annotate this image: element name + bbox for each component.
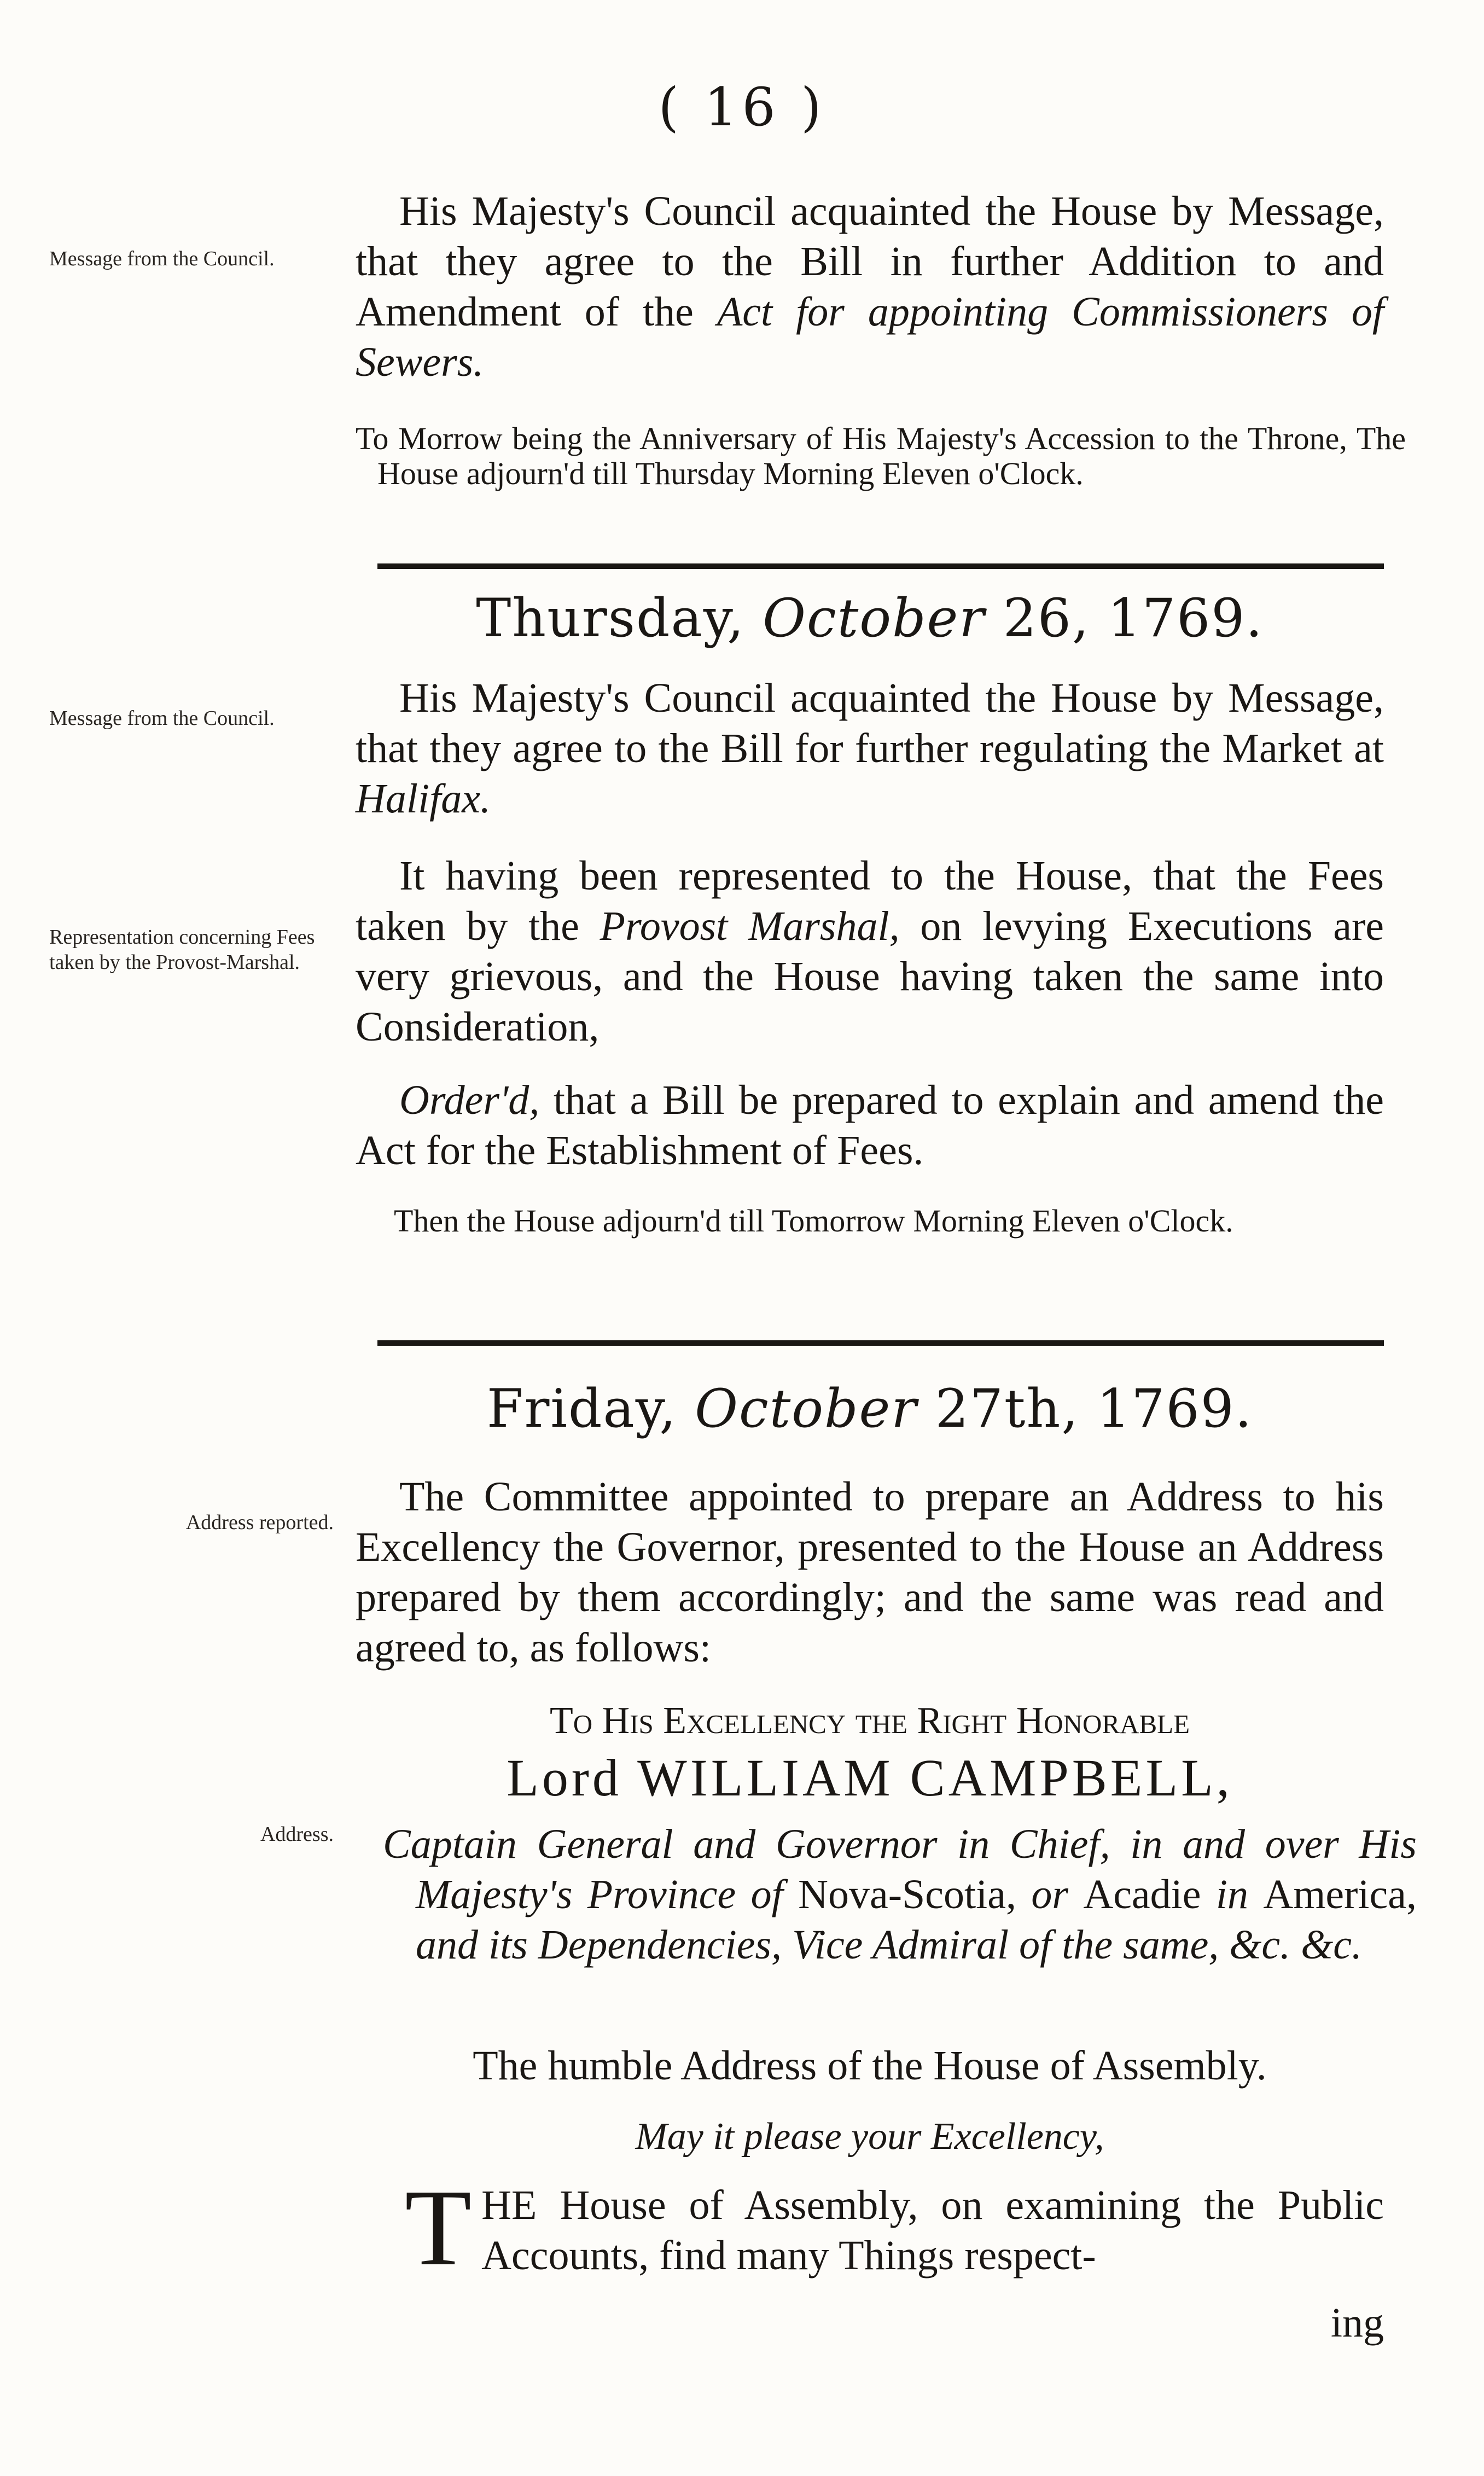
catchword: ing: [1330, 2300, 1384, 2346]
paragraph-text: that a Bill be prepared to explain and amend the Act for the Establishment of Fees.: [356, 1077, 1384, 1173]
acadie-name: Acadie: [1083, 1871, 1201, 1917]
place-name-italic: Halifax.: [356, 776, 491, 822]
address-title-block: [383, 1819, 1417, 1970]
paragraph-council-message-sewers: [356, 186, 1384, 387]
salutation-line: May it please your Excellency,: [635, 2115, 1104, 2158]
heading-month: October: [763, 588, 986, 649]
paragraph-text: His Majesty's Council acquainted the House by Message, that they agree to the Bill in further Addition to and Amendment of the: [356, 188, 1384, 335]
drop-cap: T: [405, 2167, 472, 2288]
order-word-italic: Order'd,: [399, 1077, 540, 1123]
paragraph-council-message-market: [356, 673, 1384, 824]
margin-note-address-reported: Address reported.: [185, 1511, 334, 1534]
margin-note-message-council-1: Message from the Council.: [49, 247, 275, 270]
margin-note-address: Address.: [260, 1823, 334, 1846]
section-divider-1: [377, 563, 1384, 568]
heading-day: Thursday,: [476, 588, 763, 649]
section-divider-2: [377, 1340, 1384, 1345]
address-to-line: [356, 1696, 1384, 1746]
paragraph-text: It having been represented to the House, that the Fees taken by the: [356, 853, 1384, 949]
america-name: America,: [1263, 1871, 1417, 1917]
address-body-opening: [405, 2167, 1384, 2288]
margin-note-message-council-2: Message from the Council.: [49, 707, 275, 730]
act-title-italic: Act for appointing Commissioners of Sewers.: [356, 289, 1384, 385]
address-name-line: Lord WILLIAM CAMPBELL,: [507, 1748, 1233, 1807]
paragraph-committee-address: The Committee appointed to prepare an Address to his Excellency the Governor, presented to the House an Address prepared by them accordingly; and the same was read and agreed to, as follows:: [356, 1474, 1384, 1671]
paragraph-adjournment-accession: To Morrow being the Anniversary of His Majesty's Accession to the Throne, The House adjourn'd till Thursday Morning Eleven o'Clock.: [356, 421, 1406, 491]
paragraph-text: on levying Executions are very grievous, and the House having taken the same into Consideration,: [356, 903, 1384, 1050]
date-heading-thursday: [356, 588, 1384, 648]
office-name-italic: Provost Marshal,: [600, 903, 900, 949]
heading-date: 26, 1769.: [985, 588, 1264, 649]
margin-note-representation-fees: Representation concerning Fees taken by the Provost-Marshal.: [49, 926, 315, 974]
heading-month: October: [695, 1378, 918, 1439]
date-heading-friday: [356, 1379, 1384, 1439]
title-text: or: [1016, 1871, 1084, 1917]
page-number: ( 16 ): [658, 77, 826, 138]
title-text: and its Dependencies, Vice Admiral of the same, &c. &c.: [416, 1922, 1363, 1968]
title-text: in: [1201, 1871, 1264, 1917]
paragraph-adjournment-thursday: Then the House adjourn'd till Tomorrow Morning Eleven o'Clock.: [394, 1203, 1233, 1239]
heading-date: 27th, 1769.: [917, 1378, 1253, 1439]
paragraph-text: His Majesty's Council acquainted the House by Message, that they agree to the Bill for further regulating the Market at: [356, 675, 1384, 771]
title-text: Captain General and Governor in Chief, in and over His Majesty's Province of: [383, 1821, 1417, 1917]
paragraph-order-bill-fees: [356, 1075, 1384, 1176]
paragraph-representation-fees: [356, 851, 1384, 1052]
address-to-text: To His Excellency the Right Honorable: [549, 1700, 1190, 1742]
address-body-text: HE House of Assembly, on examining the Public Accounts, find many Things respect-: [481, 2182, 1384, 2279]
province-name: Nova-Scotia,: [798, 1871, 1016, 1917]
humble-address-line: The humble Address of the House of Assembly.: [473, 2043, 1267, 2089]
heading-day: Friday,: [486, 1378, 695, 1439]
